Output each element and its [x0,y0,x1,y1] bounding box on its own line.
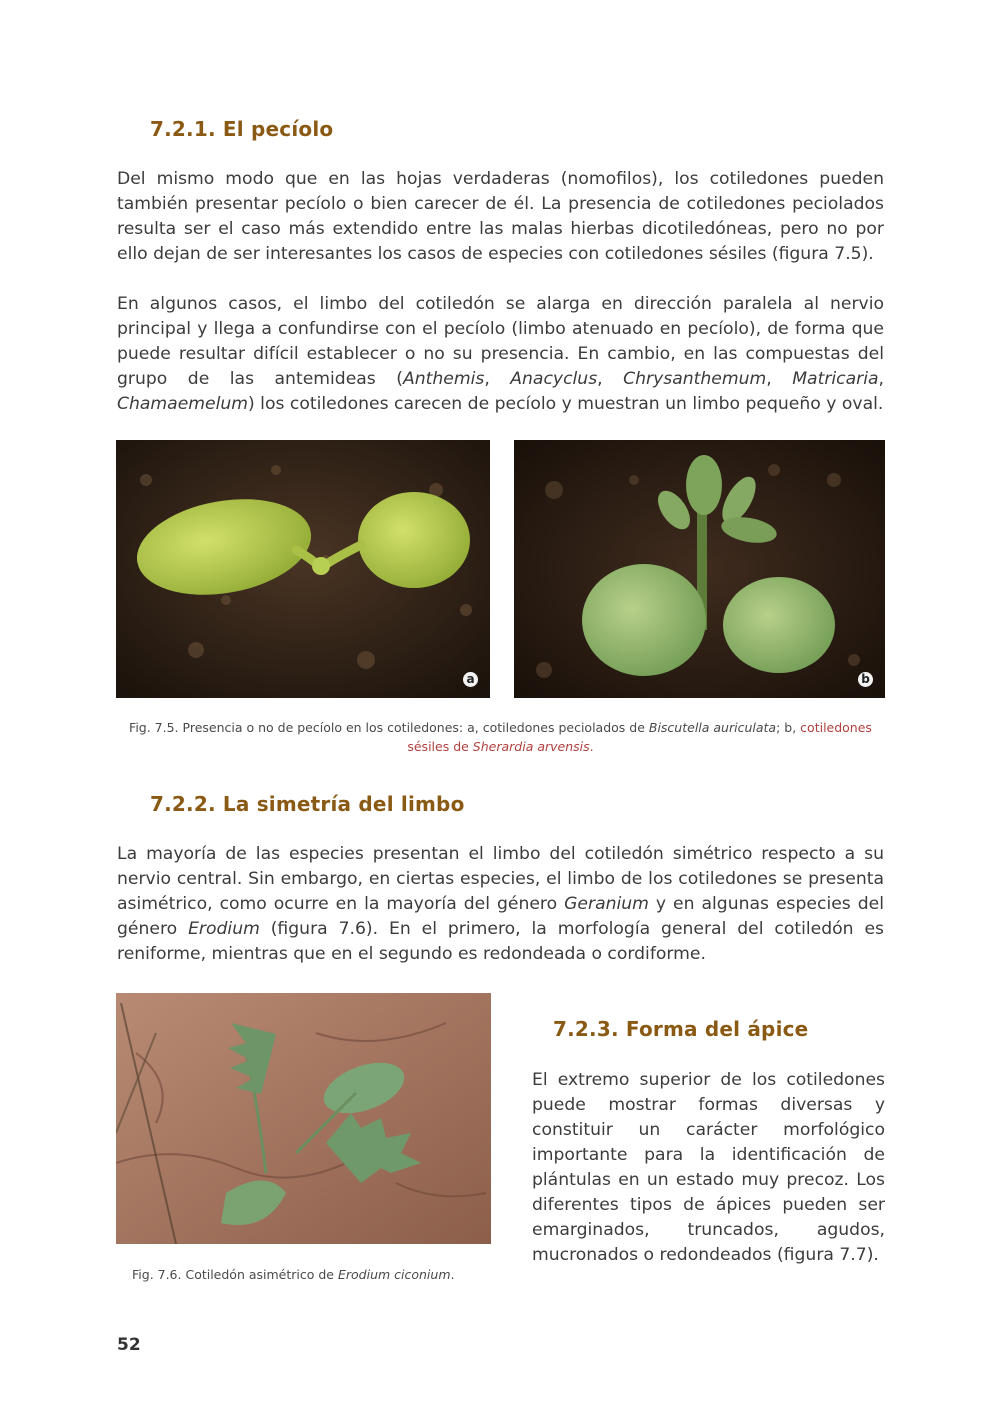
species-name: Erodium ciconium [337,1267,451,1282]
species-name: Chrysanthemum [623,369,767,389]
figure-7-5-caption: Fig. 7.5. Presencia o no de pecíolo en los cotiledones: a, cotiledones peciolados de Biscutella auriculata; b, cotiledones sésiles de Sherardia arvensis. [129,720,872,754]
genus-name: Erodium [188,919,260,939]
page-number: 52 [117,1335,141,1355]
species-name: Chamaemelum [117,394,249,414]
section-heading-symmetry: 7.2.2. La simetría del limbo [150,792,465,816]
paragraph-petiole-2: En algunos casos, el limbo del cotiledón se alarga en dirección paralela al nervio principal y llega a confundirse con el pecíolo (limbo atenuado en pecíolo), de forma que puede resultar difícil establecer o no su presencia. En cambio, en las compuestas del grupo de las antemideas (Anthemis, Anacyclus, Chrysanthemum, Matricaria, Chamaemelum) los cotiledones carecen de pecíolo y muestran un limbo pequeño y oval. [117,294,884,414]
paragraph-petiole-1: Del mismo modo que en las hojas verdaderas (nomofilos), los cotiledones pueden también presentar pecíolo o bien carecer de él. La presencia de cotiledones peciolados resulta ser el caso más extendido entre las malas hierbas dicotiledóneas, pero no por ello dejan de ser interesantes los casos de especies con cotiledones sésiles (figura 7.5). [117,169,884,264]
species-name: Sherardia arvensis [472,739,590,754]
species-name: Anacyclus [510,369,598,389]
photo-sessile-cotyledons [514,440,885,698]
figure-label-b: b [858,672,873,687]
section-heading-petiole: 7.2.1. El pecíolo [150,117,334,141]
genus-name: Geranium [564,894,649,914]
paragraph-symmetry: La mayoría de las especies presentan el limbo del cotiledón simétrico respecto a su nervio central. Sin embargo, en ciertas especies, el limbo de los cotiledones se presenta asimétrico, como ocurre en la mayoría del género Geranium y en algunas especies del género Erodium (figura 7.6). En el primero, la morfología general del cotiledón es reniforme, mientras que en el segundo es redondeada o cordiforme. [117,844,884,964]
figure-7-6-caption: Fig. 7.6. Cotiledón asimétrico de Erodium ciconium. [132,1267,455,1282]
species-name: Biscutella auriculata [648,720,777,735]
species-name: Matricaria [792,369,879,389]
figure-label-a: a [463,672,478,687]
paragraph-apex: El extremo superior de los cotiledones puede mostrar formas diversas y constituir un carácter morfológico importante para la identificación de plántulas en un estado muy precoz. Los diferentes tipos de ápices pueden ser emarginados, truncados, agudos, mucronados o redondeados (figura 7.7). [532,1070,885,1265]
photo-erodium-ciconium [116,993,491,1244]
species-name: Anthemis [402,369,485,389]
photo-petiolate-cotyledons [116,440,490,698]
section-heading-apex: 7.2.3. Forma del ápice [553,1017,809,1041]
